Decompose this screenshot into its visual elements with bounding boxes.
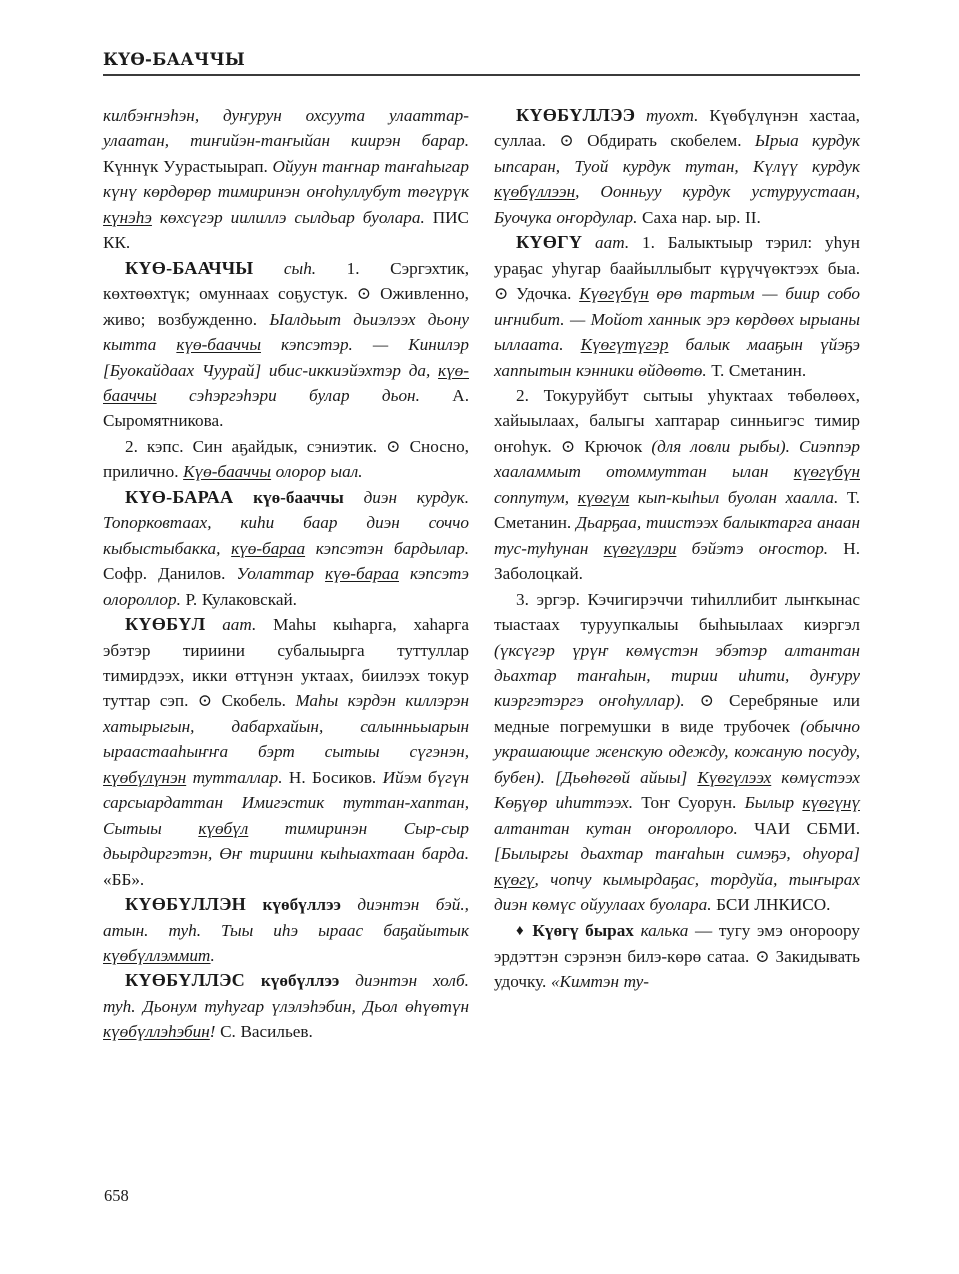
running-head: [103, 52, 860, 76]
right-column: [494, 103, 860, 995]
entry-kuo-baachchy-sense2: 2. кэпс. Син аҕайдык, сэниэтик. ⊙ Сносно, прилично. Күө-бааччы олорор ыал.: [103, 436, 469, 482]
entry-kuobullee: КҮӨБҮЛЛЭЭ туохт. Күөбүлүнэн хастаа, суллаа. ⊙ Обдирать скобелем. Ырыа курдук ыпсаран, Туой курдук тутан, Күлүү курдук күөбүллээн, Оонньуу курдук устуруустаан, Буочука оҥордулар. Саха нар. ыр. II.: [494, 105, 860, 227]
page-number: 658: [104, 1186, 129, 1205]
text-columns: [103, 103, 860, 1163]
left-column: [103, 103, 469, 1045]
entry-kuogu-sense3: 3. эргэр. Кэчигирэччи тиһиллибит лыҥкынас тыастаах туруупкалыы быһыылаах киэргэл (үксүгэр үрүҥ көмүстэн эбэтэр алтантан дьахтар таҥаһын, тирии иһити, дуҥуру киэргэтэргэ оҥоһуллар). ⊙ Серебряные или медные погремушки в виде трубочек (обычно украшающие женскую одежду, кожаную посуду, бубен). [Дьөһөгөй айыы] Күөгүлээх көмүстээх Көҕүөр иһиттээх. Тоҥ Суорун. Былыр күөгүнү алтантан кутан оҥороллоро. ЧАИ СБМИ. [Былыргы дьахтар таҥаһын симэҕэ, оһуора] күөгү, чопчу кымырдаҕас, тордуйа, тыҥырах диэн көмүс ойуулаах буолара. БСИ ЛНКИСО.: [494, 589, 860, 915]
entry-kuobul: КҮӨБҮЛ аат. Маһы кыһарга, хаһарга эбэтэр тириини субалыырга туттуллар тимирдээх, икки өттүнэн уктаах, биилээх токур туттар сэп. ⊙ Скобель. Маһы кэрдэн киллэрэн хатырыгын, дабархайын, салынньыарын ыраастааһыҥҥа бэрт сытыы сүгэнэн, күөбүлүнэн тутталлар. Н. Босиков. Ийэм бүгүн сарсыардаттан Имигэстик туттан-хаптан, Сытыы күөбүл тимиринэн Сыр-сыр дьырдиргэтэн, Өҥ тириини кыһыахтаан барда. «ББ».: [103, 614, 469, 889]
entry-kuobullen: КҮӨБҮЛЛЭН күөбүллээ диэнтэн бэй., атын. туһ. Тыы иһэ ыраас баҕайытык күөбүллэммит.: [103, 894, 469, 965]
running-head-rule: [103, 74, 860, 76]
entry-kuogu-sense1: КҮӨГҮ аат. 1. Балыктыыр тэрил: уһун ураҕас уһугар баайыллыбыт күрүчүөктээх быа. ⊙ Удочка. Күөгүбүн өрө тартым — биир собо иҥнибит. — Мойот ханнык эрэ көрдөөх ырыаны ыллаата. Күөгүтүгэр балык мааҕын үйэҕэ хаппытын кэнники өйдөөтө. Т. Сметанин.: [494, 232, 860, 380]
entry-kuo-baraa: КҮӨ-БАРАА күө-бааччы диэн курдук. Топорковтаах, киһи баар диэн соччо кыбыстыбакка, күө-бараа кэпсэтэн бардылар. Софр. Данилов. Уолаттар күө-бараа кэпсэтэ олороллор. Р. Кулаковскай.: [103, 486, 469, 609]
carryover-paragraph: килбэҥнэһэн, дуҥурун охсуута улааттар-улаатан, тиҥийэн-таҥыйан киирэн барар. Күннүк Уурастыырап. Ойуун таҥнар таҥаһыгар күнү көрдөрөр тимиринэн оҥоһуллубут төгүрүк күнэһэ көхсүгэр иилиллэ сылдьар буолара. ПИС КК.: [103, 106, 469, 253]
entry-kuobulles: КҮӨБҮЛЛЭС күөбүллээ диэнтэн холб. туһ. Дьонум туһугар үлэлэһэбин, Дьол өһүөтүн күөбүллэһэбин! С. Васильев.: [103, 970, 469, 1042]
phrase-kuogu-byrakh: ♦ Күөгү бырах калька — тугу эмэ оҥороору эрдэттэн сэрэнэн билэ-көрө сатаа. ⊙ Закидывать удочку. «Кимтэн ту-: [494, 920, 861, 992]
entry-kuogu-sense2: 2. Токуруйбут сытыы уһуктаах төбөлөөх, хайыылаах, балыгы хаптарар синньигэс тимир оҥоһук. ⊙ Крючок (для ловли рыбы). Сиэппэр хааламмыт отоммуттан ылан күөгүбүн соппутум, күөгүм кып-кыһыл буолан хаалла. Т. Сметанин. Дьарҕаа, тиистээх балыктарга анаан тус-туһунан күөгүлэри бэйэтэ оҥостор. Н. Заболоцкай.: [494, 385, 860, 584]
entry-kuo-baachchy-sense1: КҮӨ-БААЧЧЫ сыһ. 1. Сэргэхтик, көхтөөхтүк; омуннаах соҕустук. ⊙ Оживленно, живо; возбужденно. Ыалдьыт дьиэлээх дьону кытта күө-бааччы кэпсэтэр. — Кинилэр [Буокайдаах Чуурай] ибис-иккиэйэхтэр да, күө-бааччы сэһэргэһэри булар дьон. А. Сыромятникова.: [103, 257, 470, 431]
running-head-title: КҮӨ-БААЧЧЫ: [103, 50, 245, 69]
